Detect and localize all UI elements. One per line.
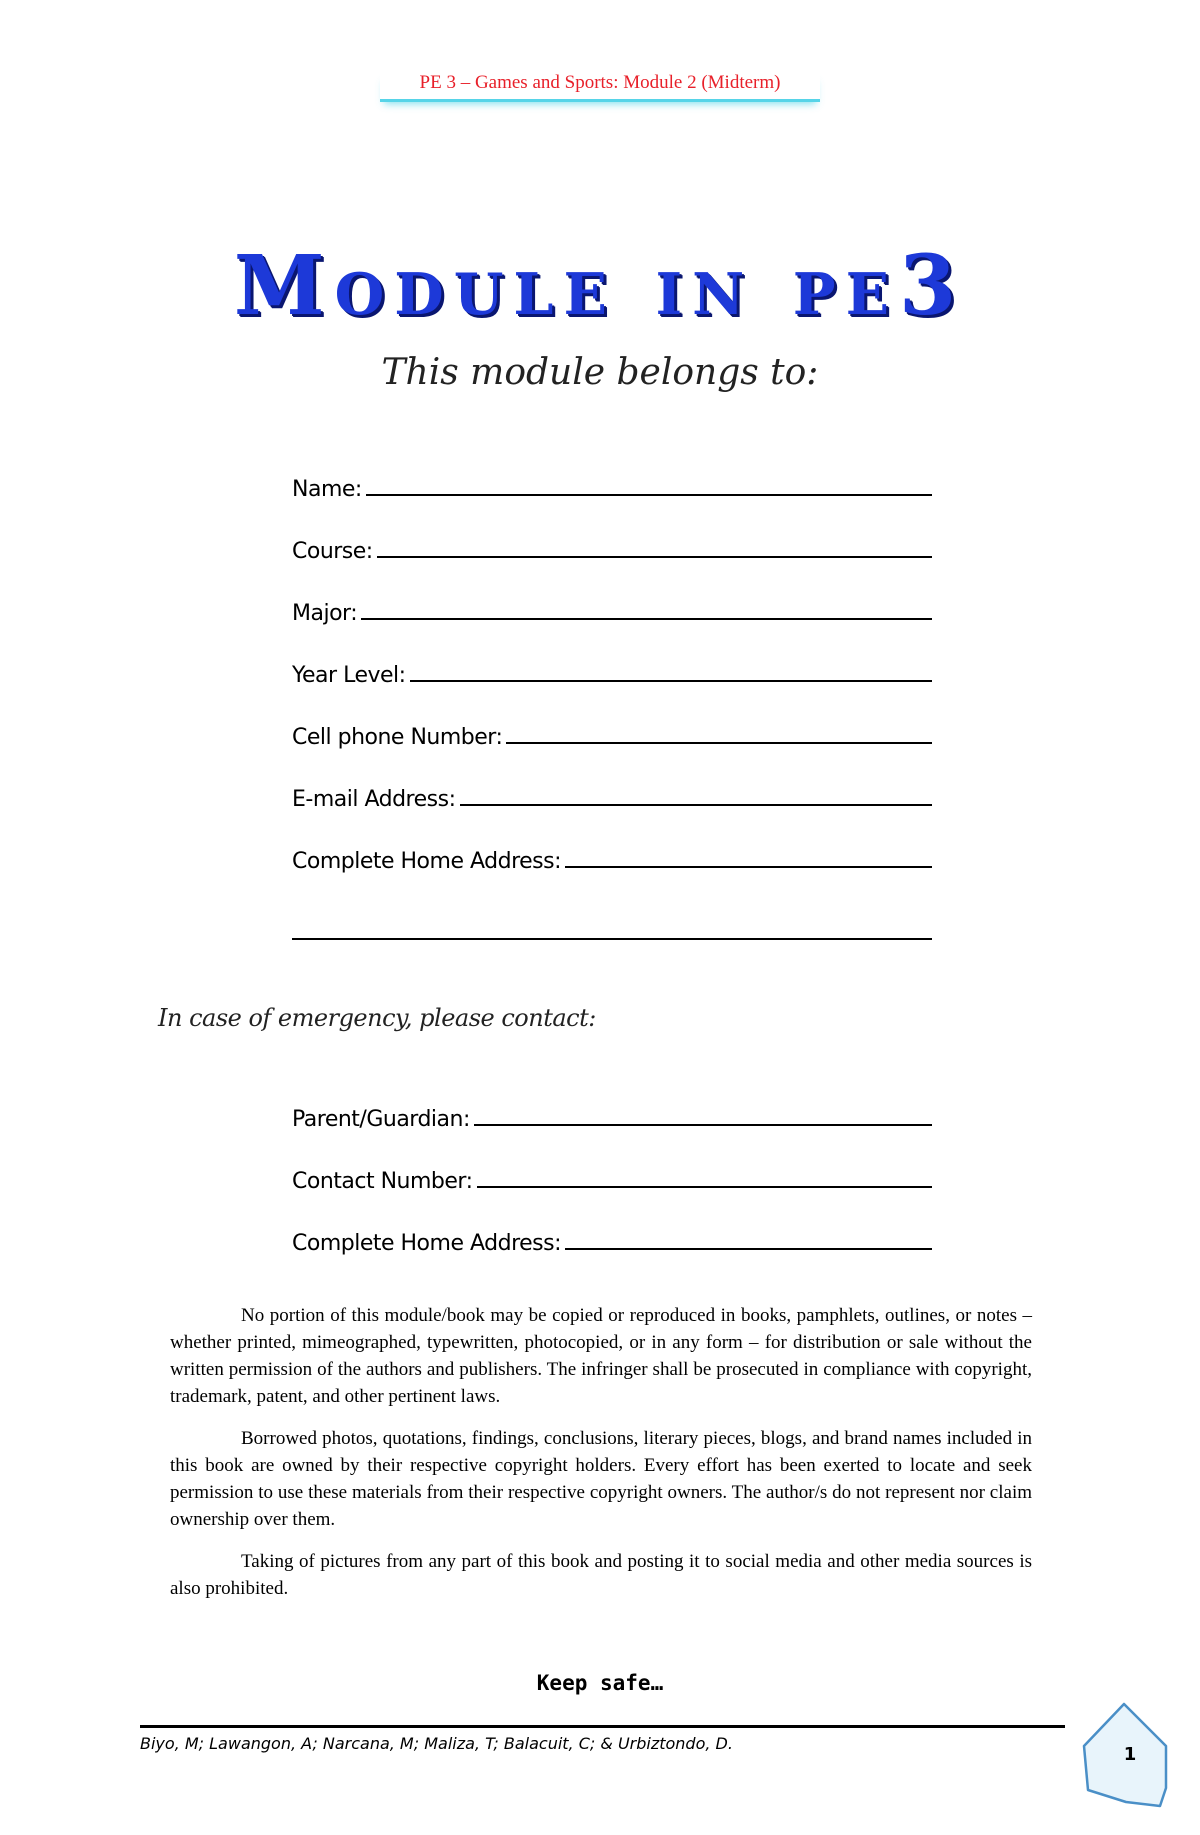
cell-phone-blank-line[interactable] [506,742,932,744]
cell-phone-label: Cell phone Number: [292,725,503,750]
cell-phone-field[interactable] [292,688,932,750]
footer-divider [140,1725,1065,1728]
notice-paragraph: Taking of pictures from any part of this book and posting it to social media and other media sources is also prohibited. [170,1551,1032,1599]
emergency-home-address-blank-line[interactable] [565,1248,932,1250]
copyright-notice [170,1302,1032,1617]
ownership-subtitle: This module belongs to: [381,352,819,393]
email-blank-line[interactable] [460,804,933,806]
year-level-field[interactable] [292,626,932,688]
notice-paragraph: Borrowed photos, quotations, findings, conclusions, literary pieces, blogs, and brand names included in this book are owned by their respective copyright holders. Every effort has been exerted to locate and seek permission to use these materials from their respective copyright owners. The author/s do not represent nor claim ownership over them. [170,1428,1032,1530]
major-label: Major: [292,601,358,626]
home-address-blank-line[interactable] [565,866,932,868]
year-level-blank-line[interactable] [410,680,932,682]
closing-text: Keep safe… [536,1671,664,1695]
home-address-field[interactable] [292,812,932,874]
page-number: 1 [1123,1744,1137,1765]
course-blank-line[interactable] [377,556,932,558]
home-address-extra-line[interactable] [292,938,932,940]
home-address-continuation[interactable] [292,874,932,946]
email-field[interactable] [292,750,932,812]
email-label: E-mail Address: [292,787,456,812]
year-level-label: Year Level: [292,663,406,688]
contact-number-blank-line[interactable] [477,1186,933,1188]
emergency-home-address-field[interactable] [292,1194,932,1256]
name-blank-line[interactable] [366,494,932,496]
parent-guardian-field[interactable] [292,1070,932,1132]
footer-authors: Biyo, M; Lawangon, A; Narcana, M; Maliza, T; Balacuit, C; & Urbiztondo, D. [140,1734,733,1753]
module-title: Module in pe3 [233,238,967,334]
home-address-label: Complete Home Address: [292,849,562,874]
emergency-heading: In case of emergency, please contact: [158,1004,596,1032]
course-label: Course: [292,539,373,564]
owner-info-form [292,440,932,946]
major-field[interactable] [292,564,932,626]
contact-number-field[interactable] [292,1132,932,1194]
emergency-contact-form [292,1070,932,1256]
course-field[interactable] [292,502,932,564]
running-header [0,72,1200,102]
parent-guardian-blank-line[interactable] [474,1124,932,1126]
emergency-home-address-label: Complete Home Address: [292,1231,562,1256]
contact-number-label: Contact Number: [292,1169,473,1194]
parent-guardian-label: Parent/Guardian: [292,1107,470,1132]
running-header-text: PE 3 – Games and Sports: Module 2 (Midterm) [380,72,821,102]
major-blank-line[interactable] [361,618,932,620]
name-label: Name: [292,477,362,502]
notice-paragraph: No portion of this module/book may be copied or reproduced in books, pamphlets, outlines, or notes – whether printed, mimeographed, typewritten, photocopied, or in any form – for distribution or sale without the written permission of the authors and publishers. The infringer shall be prosecuted in compliance with copyright, trademark, patent, and other pertinent laws. [170,1305,1032,1407]
name-field[interactable] [292,440,932,502]
